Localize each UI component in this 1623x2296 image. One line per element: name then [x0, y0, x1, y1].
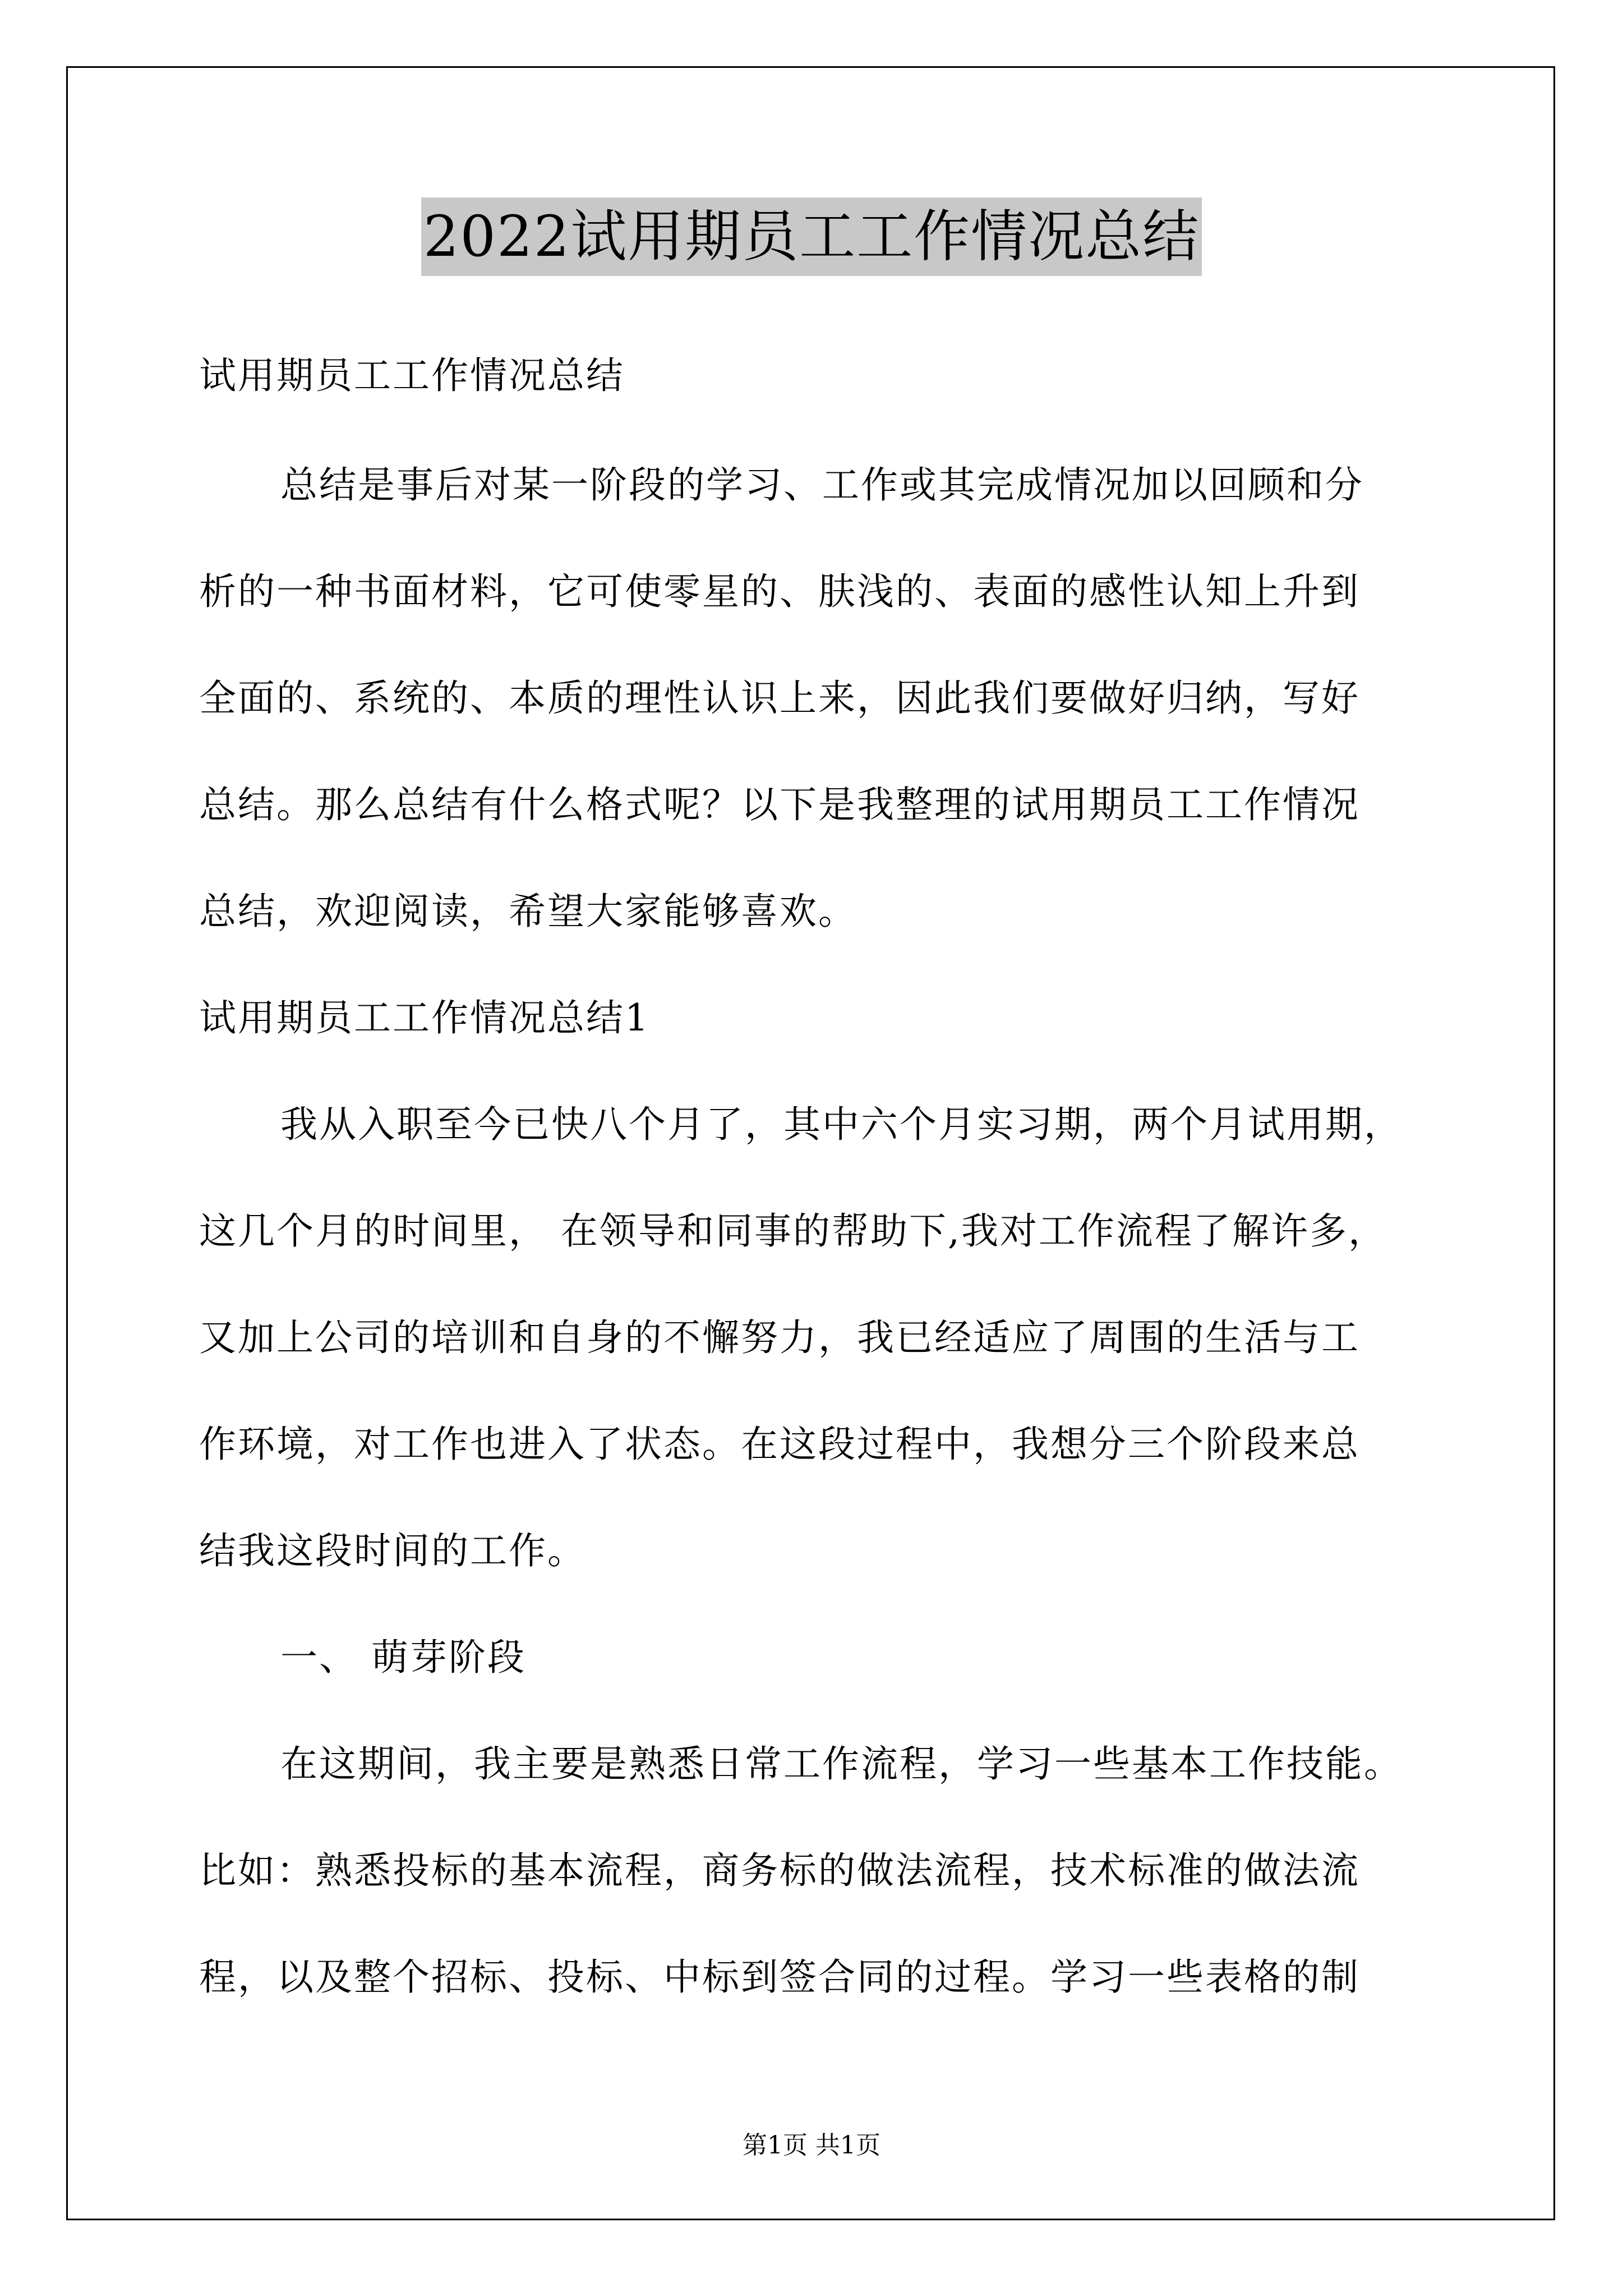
paragraph-line: 结我这段时间的工作。 — [199, 1529, 586, 1572]
paragraph-line: 总结。那么总结有什么格式呢？以下是我整理的试用期员工工作情况 — [199, 783, 1360, 826]
paragraph-line: 全面的、系统的、本质的理性认识上来，因此我们要做好归纳，写好 — [199, 677, 1360, 720]
paragraph-line: 总结是事后对某一阶段的学习、工作或其完成情况加以回顾和分 — [280, 463, 1364, 507]
paragraph-line: 析的一种书面材料，它可使零星的、肤浅的、表面的感性认知上升到 — [199, 570, 1360, 613]
paragraph-line: 程，以及整个招标、投标、中标到签合同的过程。学习一些表格的制 — [199, 1955, 1360, 1999]
paragraph-line: 又加上公司的培训和自身的不懈努力，我已经适应了周围的生活与工 — [199, 1316, 1360, 1359]
paragraph-line: 我从入职至今已快八个月了，其中六个月实习期，两个月试用期， — [280, 1103, 1403, 1146]
document-title-container — [0, 197, 1623, 276]
subheading-line: 一、 萌芽阶段 — [280, 1636, 526, 1679]
paragraph-line: 比如：熟悉投标的基本流程，商务标的做法流程，技术标准的做法流 — [199, 1849, 1360, 1892]
paragraph-line: 作环境，对工作也进入了状态。在这段过程中，我想分三个阶段来总 — [199, 1423, 1360, 1466]
document-title: 2022试用期员工工作情况总结 — [421, 197, 1202, 276]
section-heading-line: 试用期员工工作情况总结1 — [199, 996, 650, 1039]
paragraph-line: 在这期间，我主要是熟悉日常工作流程，学习一些基本工作技能。 — [280, 1742, 1403, 1786]
subtitle-line: 试用期员工工作情况总结 — [199, 354, 625, 397]
paragraph-line: 总结，欢迎阅读，希望大家能够喜欢。 — [199, 890, 857, 933]
page-footer: 第1页 共1页 — [743, 2131, 880, 2160]
paragraph-line: 这几个月的时间里， 在领导和同事的帮助下,我对工作流程了解许多， — [199, 1209, 1387, 1253]
